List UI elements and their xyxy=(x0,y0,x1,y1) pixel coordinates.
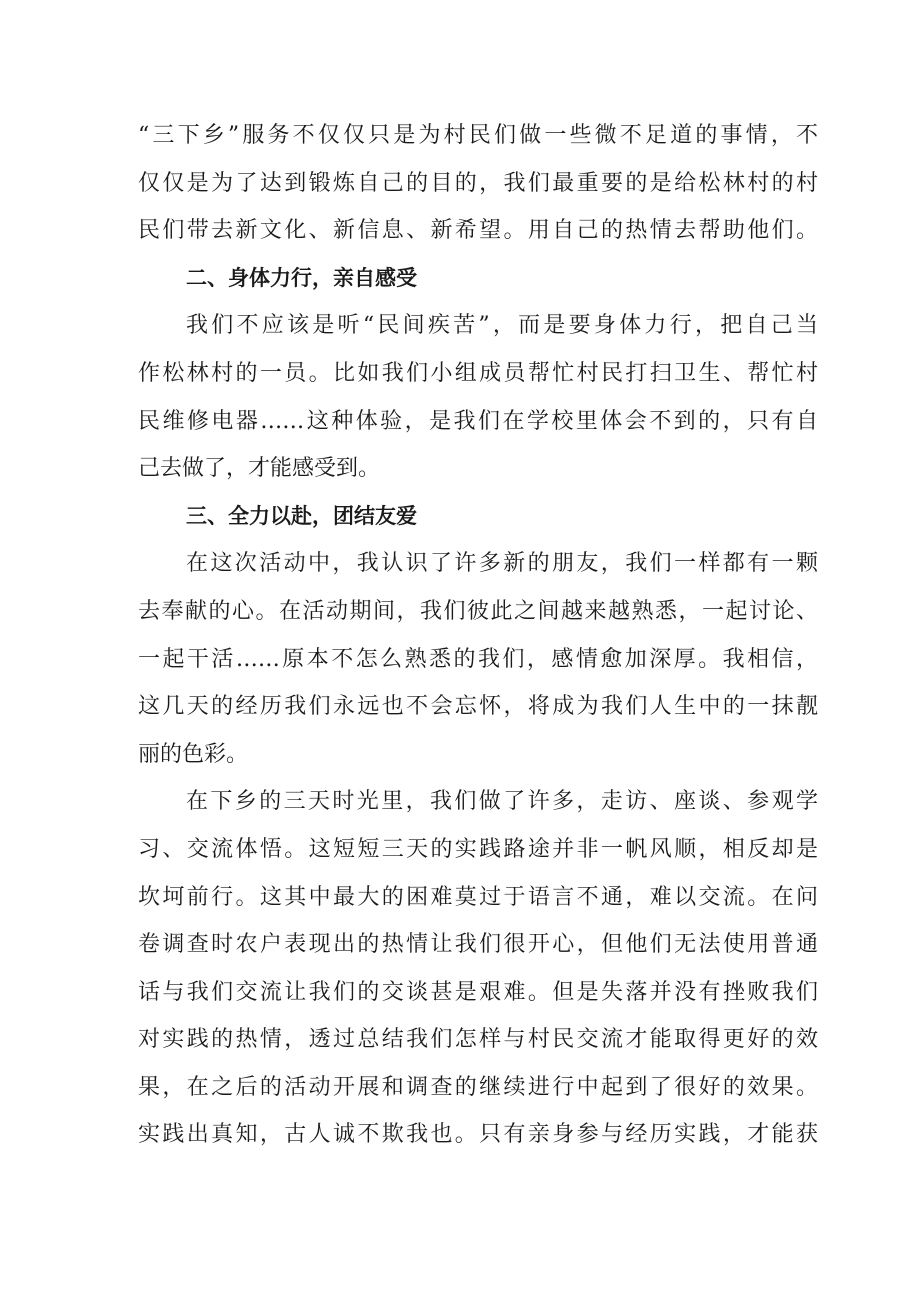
heading-text: 二、身体力行，亲自感受 xyxy=(186,265,417,290)
section-heading xyxy=(138,493,818,541)
text-line: 在下乡的三天时光里，我们做了许多，走访、座谈、参观学 xyxy=(186,789,818,815)
text-line: 在这次活动中，我认识了许多新的朋友，我们一样都有一颗 xyxy=(186,551,818,577)
text-line: 仅仅是为了达到锻炼自己的目的，我们最重要的是给松林村的村 xyxy=(138,170,818,196)
text-line: “三下乡”服务不仅仅只是为村民们做一些微不足道的事情，不 xyxy=(138,123,818,148)
paragraph xyxy=(138,540,818,778)
paragraph xyxy=(138,112,818,255)
text-line: 己去做了，才能感受到。 xyxy=(138,456,381,482)
text-line: 去奉献的心。在活动期间，我们彼此之间越来越熟悉，一起讨论、 xyxy=(138,598,818,624)
text-line: 习、交流体悟。这短短三天的实践路途并非一帆风顺，相反却是 xyxy=(138,836,818,862)
text-line: 民们带去新文化、新信息、新希望。用自己的热情去帮助他们。 xyxy=(138,218,818,244)
text-line: 话与我们交流让我们的交谈甚是艰难。但是失落并没有挫败我们 xyxy=(138,979,818,1005)
text-line: 果，在之后的活动开展和调查的继续进行中起到了很好的效果。 xyxy=(138,1074,818,1100)
text-line: 一起干活……原本不怎么熟悉的我们，感情愈加深厚。我相信， xyxy=(138,646,818,672)
text-line: 坎坷前行。这其中最大的困难莫过于语言不通，难以交流。在问 xyxy=(138,884,818,910)
paragraph xyxy=(138,778,818,1159)
text-line: 民维修电器……这种体验，是我们在学校里体会不到的，只有自 xyxy=(138,408,818,434)
document-page xyxy=(138,112,818,1159)
text-line: 我们不应该是听“民间疾苦”，而是要身体力行，把自己当 xyxy=(186,313,818,339)
heading-text: 三、全力以赴，团结友爱 xyxy=(186,503,417,528)
text-line: 卷调查时农户表现出的热情让我们很开心，但他们无法使用普通 xyxy=(138,932,818,958)
text-line: 作松林村的一员。比如我们小组成员帮忙村民打扫卫生、帮忙村 xyxy=(138,360,818,386)
text-line: 丽的色彩。 xyxy=(138,741,249,767)
text-line: 对实践的热情，透过总结我们怎样与村民交流才能取得更好的效 xyxy=(138,1027,818,1053)
section-heading xyxy=(138,255,818,303)
text-line: 实践出真知，古人诚不欺我也。只有亲身参与经历实践，才能获 xyxy=(138,1122,818,1148)
paragraph xyxy=(138,302,818,492)
text-line: 这几天的经历我们永远也不会忘怀，将成为我们人生中的一抹靓 xyxy=(138,694,818,720)
